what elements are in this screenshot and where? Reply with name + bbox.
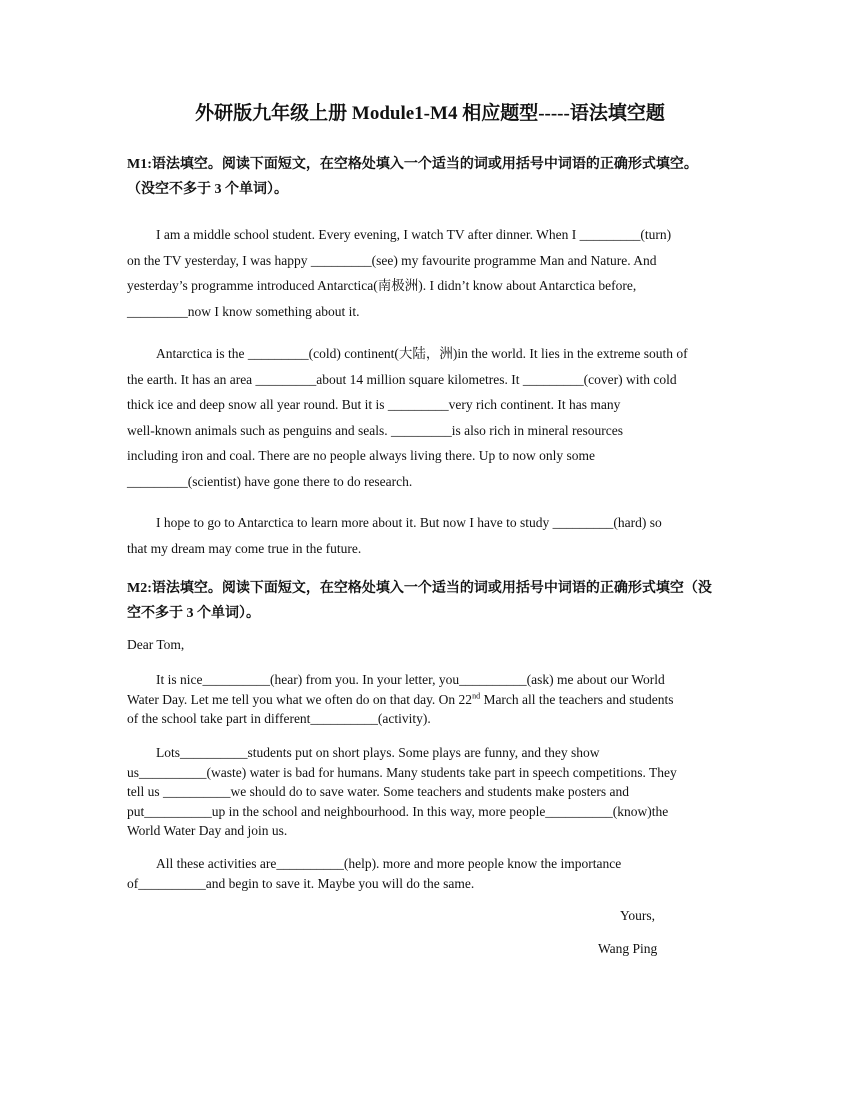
letter-greeting: Dear Tom,	[127, 637, 185, 652]
m1-heading-line-2: （没空不多于 3 个单词）。	[127, 182, 288, 197]
m2-heading	[127, 576, 743, 626]
m2-heading-line-1: M2:语法填空。阅读下面短文，在空格处填入一个适当的词或用括号中词语的正确形式填空（没	[127, 581, 712, 596]
text-line: us__________(waste) water is bad for humans. Many students take part in speech competitions. They	[127, 764, 677, 780]
text-line: yesterday’s programme introduced Antarctica(南极洲). I didn’t know about Antarctica before,	[127, 278, 637, 293]
m2-paragraph-3	[127, 854, 737, 893]
letter-signature: Wang Ping	[598, 941, 658, 956]
text-line: All these activities are__________(help). more and more people know the importance	[156, 856, 622, 871]
text-line: _________(scientist) have gone there to do research.	[127, 473, 413, 489]
text-line: World Water Day and join us.	[127, 823, 288, 838]
text-line: I am a middle school student. Every evening, I watch TV after dinner. When I _________(turn)	[156, 227, 672, 242]
text-line: _________now I know something about it.	[127, 303, 360, 319]
m2-heading-line-2: 空不多于 3 个单词）。	[127, 606, 260, 621]
m1-paragraph-1	[127, 222, 737, 324]
m1-paragraph-2	[127, 341, 737, 494]
text-line: well-known animals such as penguins and seals. _________is also rich in mineral resources	[127, 422, 624, 438]
m1-heading	[127, 152, 743, 202]
text-line: Lots__________students put on short plays. Some plays are funny, and they show	[156, 745, 600, 760]
letter-closing: Yours,	[620, 908, 656, 923]
text-line: tell us __________we should do to save water. Some teachers and students make posters and	[127, 784, 630, 799]
text-line: put__________up in the school and neighbourhood. In this way, more people__________(know)the	[127, 803, 669, 819]
text-line: I hope to go to Antarctica to learn more about it. But now I have to study _________(hard) so	[156, 515, 662, 530]
text-segment: March all the teachers and students	[480, 691, 674, 707]
ordinal-suffix: nd	[472, 691, 481, 700]
text-line: that my dream may come true in the future.	[127, 540, 362, 556]
page-title: 外研版九年级上册 Module1-M4 相应题型-----语法填空题	[195, 103, 665, 124]
text-segment: Water Day. Let me tell you what we often do on that day. On 22	[127, 691, 473, 707]
text-line	[127, 690, 737, 710]
text-line: on the TV yesterday, I was happy _________(see) my favourite programme Man and Nature. And	[127, 252, 657, 268]
text-line: of the school take part in different__________(activity).	[127, 711, 431, 726]
text-line: the earth. It has an area _________about 14 million square kilometres. It _________(cover) with cold	[127, 371, 677, 387]
text-line: thick ice and deep snow all year round. But it is _________very rich continent. It has many	[127, 397, 621, 412]
text-line: Antarctica is the _________(cold) continent(大陆，洲)in the world. It lies in the extreme south of	[156, 346, 688, 361]
m2-paragraph-2	[127, 743, 737, 841]
text-line: of__________and begin to save it. Maybe you will do the same.	[127, 875, 475, 891]
m1-heading-line-1: M1:语法填空。阅读下面短文，在空格处填入一个适当的词或用括号中词语的正确形式填空。	[127, 157, 698, 172]
text-line: It is nice__________(hear) from you. In your letter, you__________(ask) me about our World	[156, 672, 665, 687]
m1-paragraph-3	[127, 510, 737, 561]
m2-paragraph-1	[127, 670, 737, 729]
text-line: including iron and coal. There are no people always living there. Up to now only some	[127, 448, 596, 463]
